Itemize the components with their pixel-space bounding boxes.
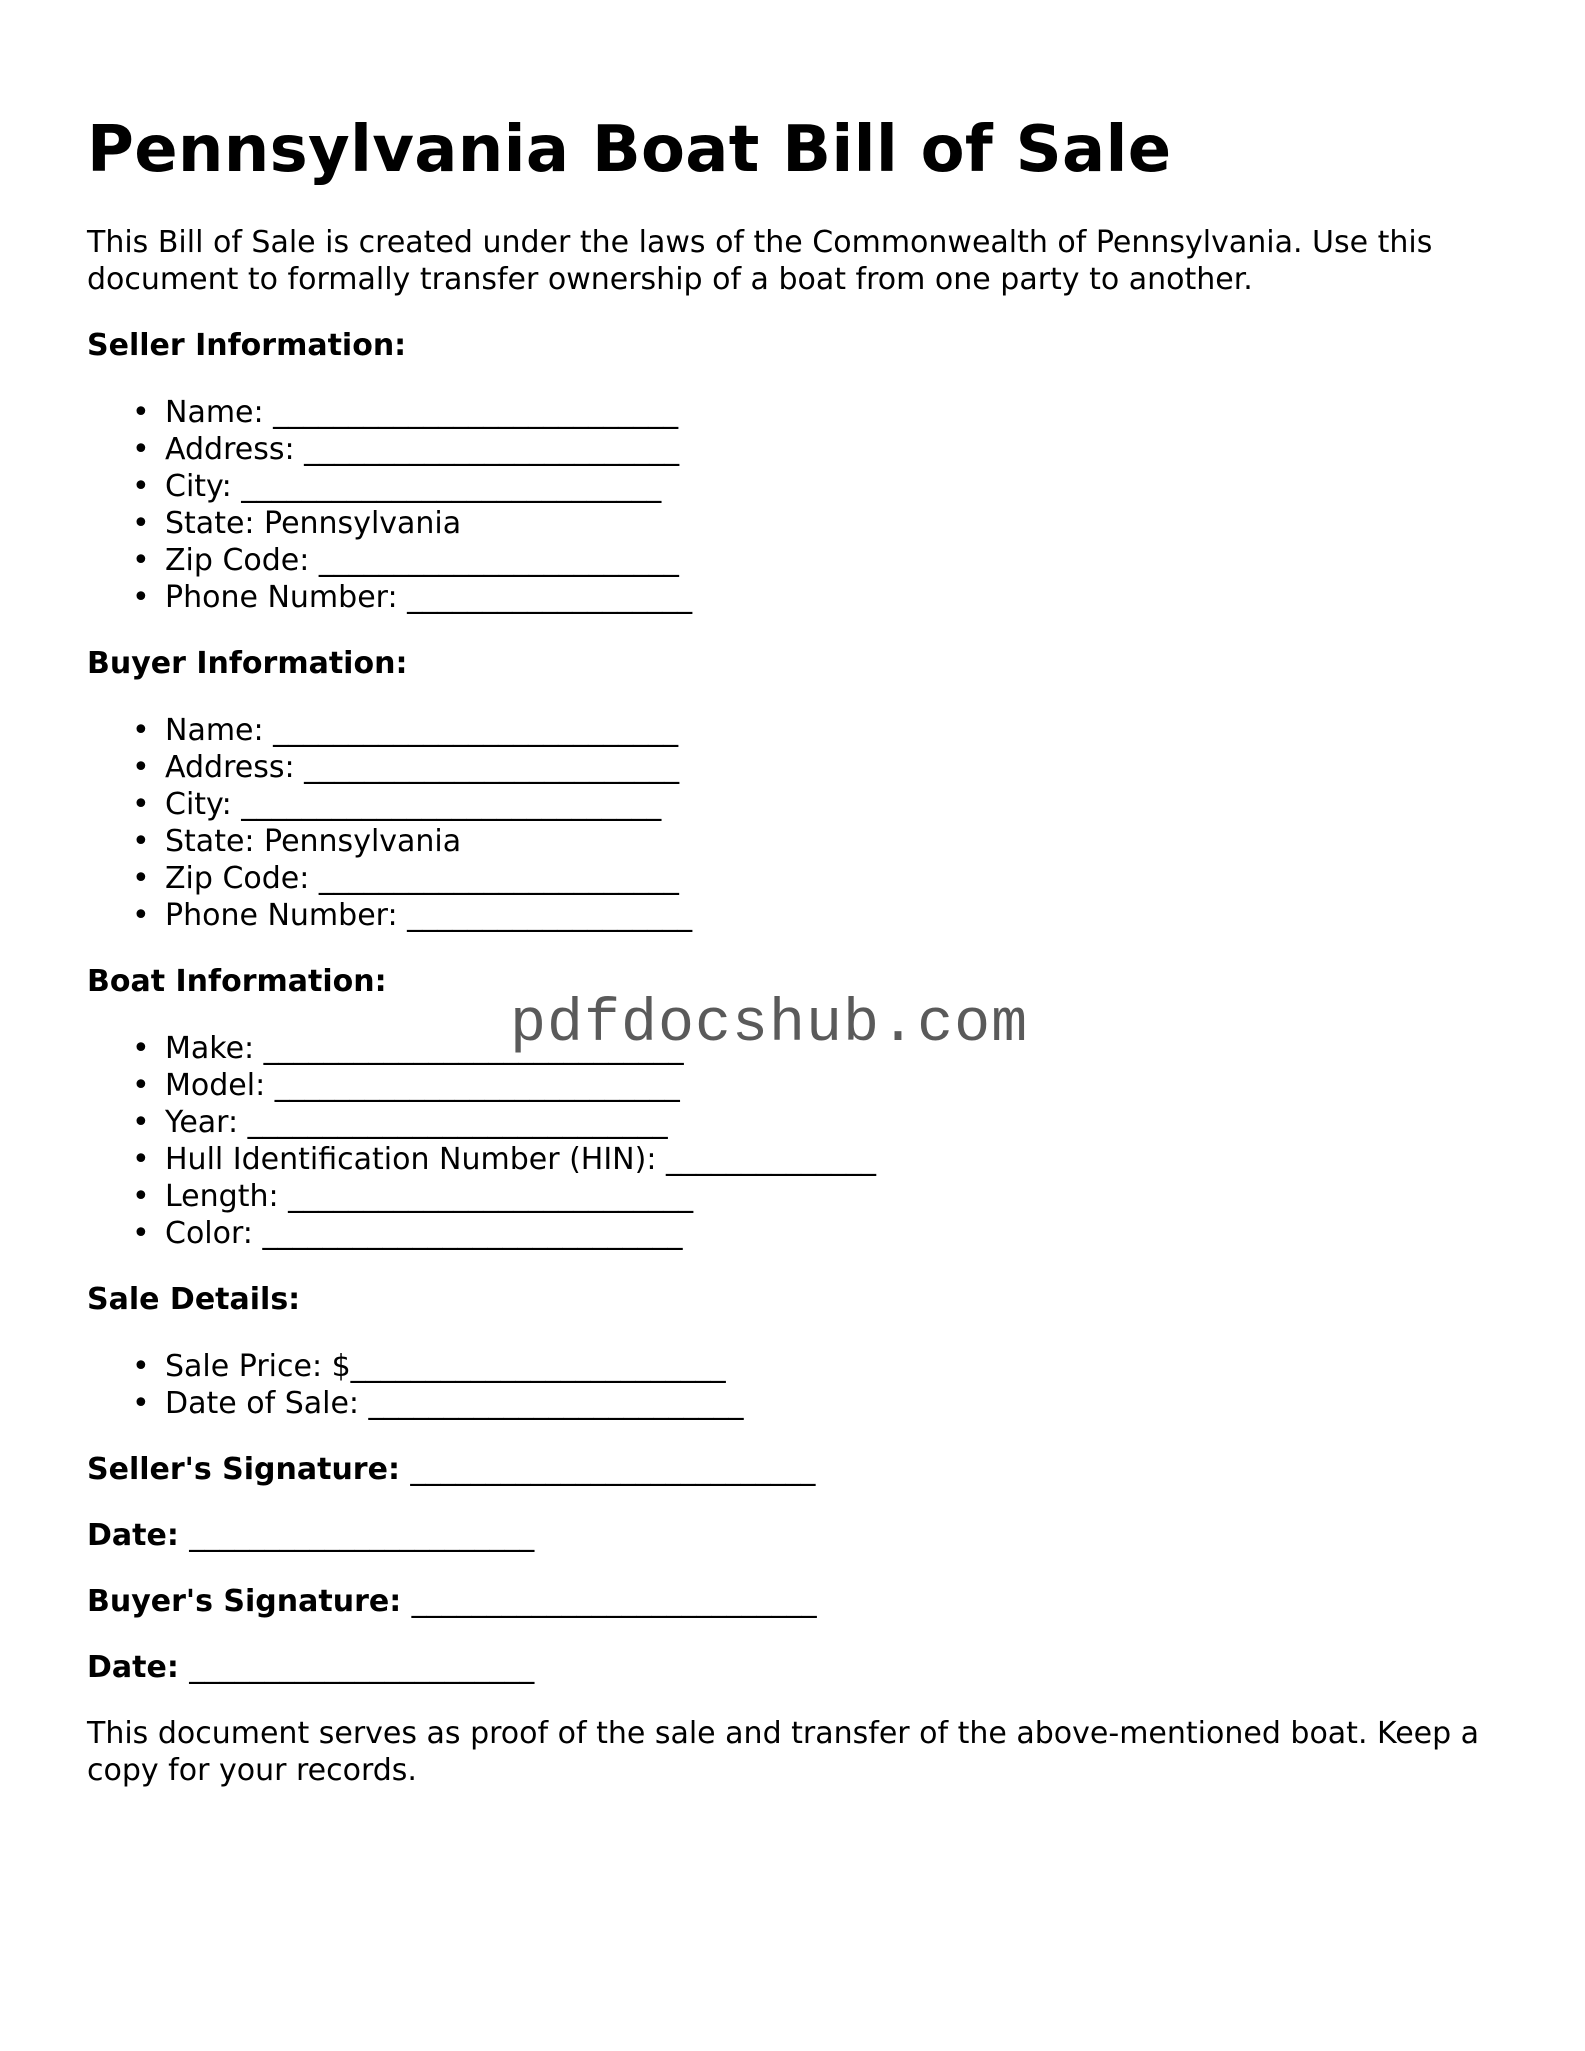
buyer-date-line[interactable] [87, 1649, 1507, 1686]
seller-zip-field[interactable] [132, 542, 1507, 579]
seller-city-field[interactable] [132, 468, 1507, 505]
buyer-state-field [132, 823, 1507, 860]
bullet-icon: • [132, 1179, 150, 1214]
bill-of-sale-document [87, 110, 1507, 1789]
field-text: Name: ___________________________ [165, 713, 679, 748]
field-text: Make: ____________________________ [165, 1031, 684, 1066]
field-text: State: Pennsylvania [165, 824, 462, 859]
bullet-icon: • [132, 713, 150, 748]
buyer-signature-blank[interactable]: ___________________________ [411, 1584, 817, 1619]
field-text: Color: ____________________________ [165, 1216, 683, 1251]
boat-hin-field[interactable] [132, 1141, 1507, 1178]
field-text: Phone Number: ___________________ [165, 898, 693, 933]
bullet-icon: • [132, 469, 150, 504]
field-text: Hull Identification Number (HIN): ______________ [165, 1142, 876, 1177]
buyer-zip-field[interactable] [132, 860, 1507, 897]
bullet-icon: • [132, 580, 150, 615]
buyer-signature-label: Buyer's Signature: [87, 1584, 412, 1619]
boat-length-field[interactable] [132, 1178, 1507, 1215]
field-text: Date of Sale: _________________________ [165, 1386, 744, 1421]
document-title: Pennsylvania Boat Bill of Sale [87, 113, 1172, 187]
seller-date-line[interactable] [87, 1517, 1507, 1554]
field-text: Zip Code: ________________________ [165, 543, 679, 578]
field-text: Name: ___________________________ [165, 395, 679, 430]
buyer-field-list [87, 712, 1507, 934]
bullet-icon: • [132, 1349, 150, 1384]
bullet-icon: • [132, 1216, 150, 1251]
bullet-icon: • [132, 1068, 150, 1103]
field-text: City: ____________________________ [165, 469, 662, 504]
buyer-name-field[interactable] [132, 712, 1507, 749]
buyer-signature-line[interactable] [87, 1583, 1507, 1620]
buyer-city-field[interactable] [132, 786, 1507, 823]
buyer-address-field[interactable] [132, 749, 1507, 786]
field-text: Length: ___________________________ [165, 1179, 694, 1214]
bullet-icon: • [132, 750, 150, 785]
seller-signature-label: Seller's Signature: [87, 1452, 411, 1487]
field-text: Year: ____________________________ [165, 1105, 668, 1140]
bullet-icon: • [132, 1142, 150, 1177]
field-text: State: Pennsylvania [165, 506, 462, 541]
seller-signature-blank[interactable]: ___________________________ [410, 1452, 816, 1487]
field-text: City: ____________________________ [165, 787, 662, 822]
bullet-icon: • [132, 432, 150, 467]
buyer-phone-field[interactable] [132, 897, 1507, 934]
bullet-icon: • [132, 543, 150, 578]
bullet-icon: • [132, 861, 150, 896]
bullet-icon: • [132, 824, 150, 859]
seller-section-heading: Seller Information: [87, 328, 407, 363]
buyer-date-label: Date: [87, 1650, 190, 1685]
field-text: Address: _________________________ [165, 432, 680, 467]
boat-field-list [87, 1030, 1507, 1252]
seller-date-label: Date: [87, 1518, 190, 1553]
buyer-section-heading: Buyer Information: [87, 646, 408, 681]
boat-model-field[interactable] [132, 1067, 1507, 1104]
field-text: Phone Number: ___________________ [165, 580, 693, 615]
bullet-icon: • [132, 1031, 150, 1066]
sale-field-list [87, 1348, 1507, 1422]
field-text: Sale Price: $_________________________ [165, 1349, 726, 1384]
boat-section-heading: Boat Information: [87, 964, 387, 999]
seller-name-field[interactable] [132, 394, 1507, 431]
bullet-icon: • [132, 1105, 150, 1140]
sale-price-field[interactable] [132, 1348, 1507, 1385]
boat-year-field[interactable] [132, 1104, 1507, 1141]
bullet-icon: • [132, 787, 150, 822]
boat-color-field[interactable] [132, 1215, 1507, 1252]
seller-state-field [132, 505, 1507, 542]
sale-section-heading: Sale Details: [87, 1282, 301, 1317]
seller-address-field[interactable] [132, 431, 1507, 468]
buyer-date-blank[interactable]: _______________________ [189, 1650, 535, 1685]
closing-paragraph: This document serves as proof of the sale and transfer of the above-mentioned boat. Keep a copy for your records. [87, 1716, 1480, 1788]
field-text: Address: _________________________ [165, 750, 680, 785]
bullet-icon: • [132, 506, 150, 541]
seller-date-blank[interactable]: _______________________ [189, 1518, 535, 1553]
field-text: Model: ___________________________ [165, 1068, 680, 1103]
intro-paragraph: This Bill of Sale is created under the laws of the Commonwealth of Pennsylvania. Use this document to formally transfer ownership of a boat from one party to another. [87, 225, 1433, 297]
seller-signature-line[interactable] [87, 1451, 1507, 1488]
seller-phone-field[interactable] [132, 579, 1507, 616]
bullet-icon: • [132, 395, 150, 430]
field-text: Zip Code: ________________________ [165, 861, 679, 896]
sale-date-field[interactable] [132, 1385, 1507, 1422]
seller-field-list [87, 394, 1507, 616]
bullet-icon: • [132, 898, 150, 933]
bullet-icon: • [132, 1386, 150, 1421]
watermark-text: pdfdocshub.com [510, 991, 1029, 1059]
